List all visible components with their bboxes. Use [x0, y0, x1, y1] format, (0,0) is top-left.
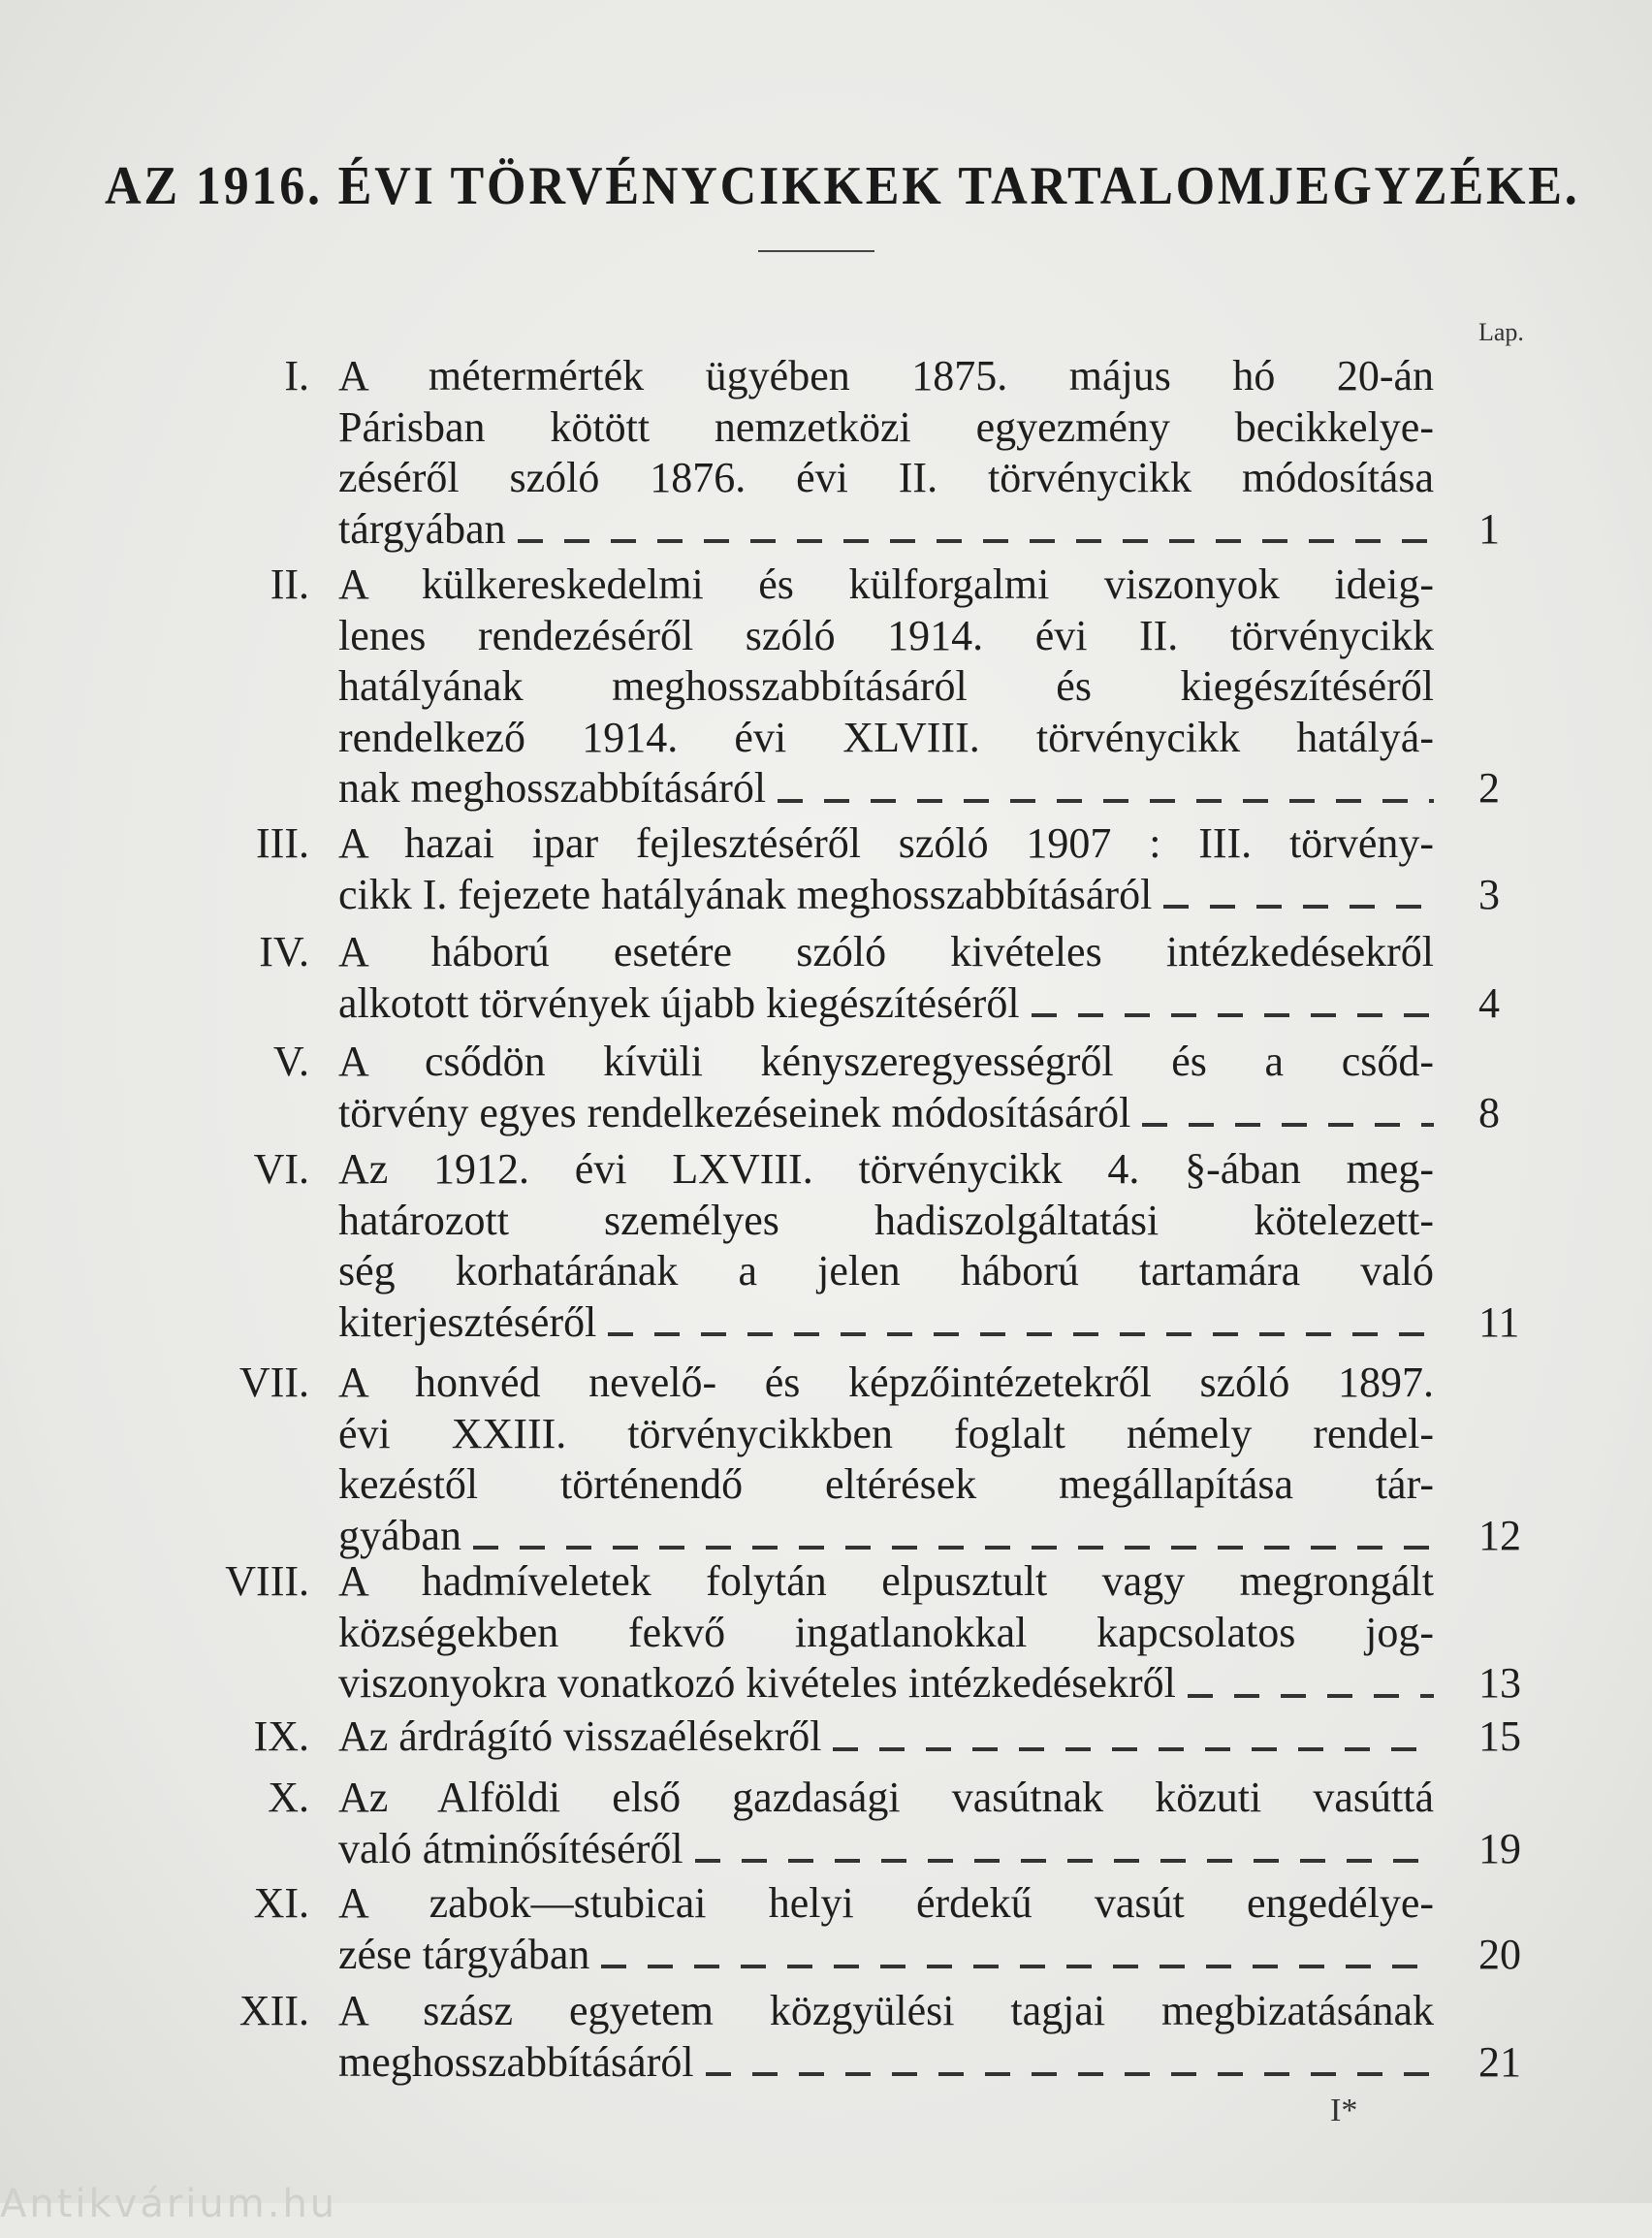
dot-leader	[1188, 1694, 1434, 1698]
entry-line	[338, 402, 1434, 454]
entry-line-text: A honvéd nevelő- és képzőintézetekről szóló 1897.	[338, 1359, 1434, 1406]
entry-line-text: rendelkező 1914. évi XLVIII. törvénycikk hatályá-	[338, 713, 1434, 761]
entry-numeral: III.	[256, 819, 309, 867]
dot-leader	[473, 1546, 1434, 1550]
entry-numeral: VIII.	[225, 1557, 309, 1605]
entry-line	[338, 1986, 1434, 2037]
entry-line-text: községekben fekvő ingatlanokkal kapcsolatos jog-	[338, 1608, 1434, 1656]
entry-line-text: tárgyában	[338, 504, 506, 553]
entry-line	[338, 560, 1434, 611]
entry-line-text: törvény egyes rendelkezéseinek módosításáról	[338, 1088, 1131, 1136]
entry-line	[338, 1511, 1434, 1562]
entry-numeral: X.	[268, 1774, 309, 1821]
entry-line-text: A métermérték ügyében 1875. május hó 20-án	[338, 352, 1434, 400]
entry-page-number: 3	[1478, 870, 1500, 918]
entry-line	[338, 713, 1434, 764]
entry-line	[338, 453, 1434, 504]
entry-line	[338, 661, 1434, 713]
entry-line	[338, 1459, 1434, 1511]
entry-line	[338, 1297, 1434, 1349]
dot-leader	[695, 1859, 1434, 1863]
entry-line-text: alkotott törvények újabb kiegészítéséről	[338, 978, 1020, 1027]
entry-numeral: XII.	[238, 1987, 309, 2034]
entry-line-text: cikk I. fejezete hatályának meghosszabbításáról	[338, 870, 1153, 918]
entry-line	[338, 1658, 1434, 1710]
entry-line	[338, 978, 1434, 1030]
dot-leader	[608, 1332, 1434, 1336]
entry-line	[338, 927, 1434, 978]
entry-line-text: évi XXIII. törvénycikkben foglalt némely rendel-	[338, 1409, 1434, 1457]
entry-numeral: IV.	[259, 928, 309, 975]
entry-line	[338, 1878, 1434, 1930]
entry-page-number: 12	[1478, 1511, 1521, 1559]
entry-page-number: 2	[1478, 764, 1500, 812]
entry-line	[338, 818, 1434, 870]
entry-text	[338, 1144, 1434, 1348]
entry-line-text: ség korhatárának a jelen háború tartamára való	[338, 1247, 1434, 1295]
entry-text	[338, 1986, 1434, 2088]
dot-leader	[518, 539, 1434, 543]
entry-line-text: A hazai ipar fejlesztéséről szóló 1907 : III. törvény-	[338, 819, 1434, 867]
entry-line-text: A hadmíveletek folytán elpusztult vagy megrongált	[338, 1557, 1434, 1605]
entry-line	[338, 1144, 1434, 1196]
entry-text	[338, 1711, 1434, 1763]
entry-line-text: viszonyokra vonatkozó kivételes intézkedésekről	[338, 1659, 1176, 1707]
entry-numeral: I.	[284, 352, 309, 400]
entry-text	[338, 560, 1434, 815]
entry-line	[338, 1930, 1434, 1981]
entry-text	[338, 1358, 1434, 1561]
entry-line	[338, 2037, 1434, 2089]
entry-numeral: VI.	[253, 1145, 309, 1193]
entry-page-number: 8	[1478, 1088, 1500, 1136]
signature-mark: I*	[1330, 2093, 1358, 2128]
entry-line-text: A külkereskedelmi és külforgalmi viszonyok ideig-	[338, 560, 1434, 608]
entry-page-number: 19	[1478, 1824, 1521, 1872]
entry-line-text: Párisban kötött nemzetközi egyezmény becikkelye-	[338, 402, 1434, 451]
entry-line	[338, 351, 1434, 402]
entry-line-text: Az 1912. évi LXVIII. törvénycikk 4. §-ában meg-	[338, 1145, 1434, 1193]
entry-line	[338, 611, 1434, 662]
entry-line	[338, 1556, 1434, 1608]
entry-line-text: kiterjesztéséről	[338, 1297, 597, 1346]
entry-line	[338, 1088, 1434, 1139]
entry-line-text: A zabok—stubicai helyi érdekű vasút engedélye-	[338, 1879, 1434, 1927]
entry-line	[338, 1037, 1434, 1088]
entry-line	[338, 504, 1434, 556]
entry-line-text: A csődön kívüli kényszeregyességről és a csőd-	[338, 1038, 1434, 1085]
entry-line-text: való átminősítéséről	[338, 1824, 683, 1872]
entry-page-number: 1	[1478, 504, 1500, 553]
entry-line	[338, 1608, 1434, 1659]
entry-line-text: lenes rendezéséről szóló 1914. évi II. törvénycikk	[338, 611, 1434, 659]
entry-line	[338, 1196, 1434, 1247]
dot-leader	[1142, 1123, 1434, 1127]
entry-text	[338, 927, 1434, 1029]
entry-line	[338, 1409, 1434, 1460]
entry-text	[338, 1878, 1434, 1980]
entry-text	[338, 1037, 1434, 1138]
entry-text	[338, 351, 1434, 555]
title-divider	[758, 250, 874, 252]
entry-line-text: zése tárgyában	[338, 1930, 590, 1978]
entry-line-text: A háború esetére szóló kivételes intézkedésekről	[338, 928, 1434, 975]
dot-leader	[601, 1965, 1434, 1968]
entry-page-number: 15	[1478, 1712, 1521, 1760]
entry-line	[338, 763, 1434, 815]
dot-leader	[833, 1747, 1434, 1751]
entry-line	[338, 1773, 1434, 1824]
entry-page-number: 4	[1478, 978, 1500, 1027]
entry-numeral: VII.	[238, 1359, 309, 1406]
entry-numeral: II.	[270, 560, 309, 608]
entry-line-text: kezéstől történendő eltérések megállapítása tár-	[338, 1460, 1434, 1508]
entry-text	[338, 1556, 1434, 1710]
dot-leader	[778, 799, 1434, 803]
entry-line	[338, 1711, 1434, 1763]
entry-line-text: Az árdrágító visszaélésekről	[338, 1712, 822, 1760]
page-title: AZ 1916. ÉVI TÖRVÉNYCIKKEK TARTALOMJEGYZÉKE.	[105, 156, 1580, 216]
entry-line-text: hatályának meghosszabbításáról és kiegészítéséről	[338, 662, 1434, 710]
entry-line-text: Az Alföldi első gazdasági vasútnak közuti vasúttá	[338, 1774, 1434, 1821]
entry-line-text: meghosszabbításáról	[338, 2037, 694, 2086]
entry-text	[338, 1773, 1434, 1874]
entry-line	[338, 1824, 1434, 1875]
entry-page-number: 20	[1478, 1930, 1521, 1978]
dot-leader	[1163, 905, 1434, 909]
dot-leader	[1032, 1013, 1434, 1017]
entry-numeral: XI.	[253, 1879, 309, 1927]
entry-text	[338, 818, 1434, 920]
entry-numeral: V.	[272, 1038, 309, 1085]
entry-page-number: 21	[1478, 2037, 1521, 2086]
watermark: Antikvárium.hu	[0, 2182, 338, 2226]
entry-numeral: IX.	[253, 1712, 309, 1760]
entry-line-text: zéséről szóló 1876. évi II. törvénycikk módosítása	[338, 454, 1434, 501]
entry-line-text: A szász egyetem közgyülési tagjai megbizatásának	[338, 1987, 1434, 2034]
entry-page-number: 11	[1478, 1297, 1520, 1346]
entry-page-number: 13	[1478, 1659, 1521, 1707]
entry-line	[338, 1358, 1434, 1409]
entry-line-text: határozott személyes hadiszolgáltatási kötelezett-	[338, 1196, 1434, 1244]
entry-line	[338, 870, 1434, 921]
dot-leader	[706, 2072, 1434, 2076]
entry-line-text: nak meghosszabbításáról	[338, 764, 767, 812]
entry-line	[338, 1246, 1434, 1297]
page-column-header: Lap.	[1478, 318, 1524, 346]
entry-line-text: gyában	[338, 1511, 462, 1559]
